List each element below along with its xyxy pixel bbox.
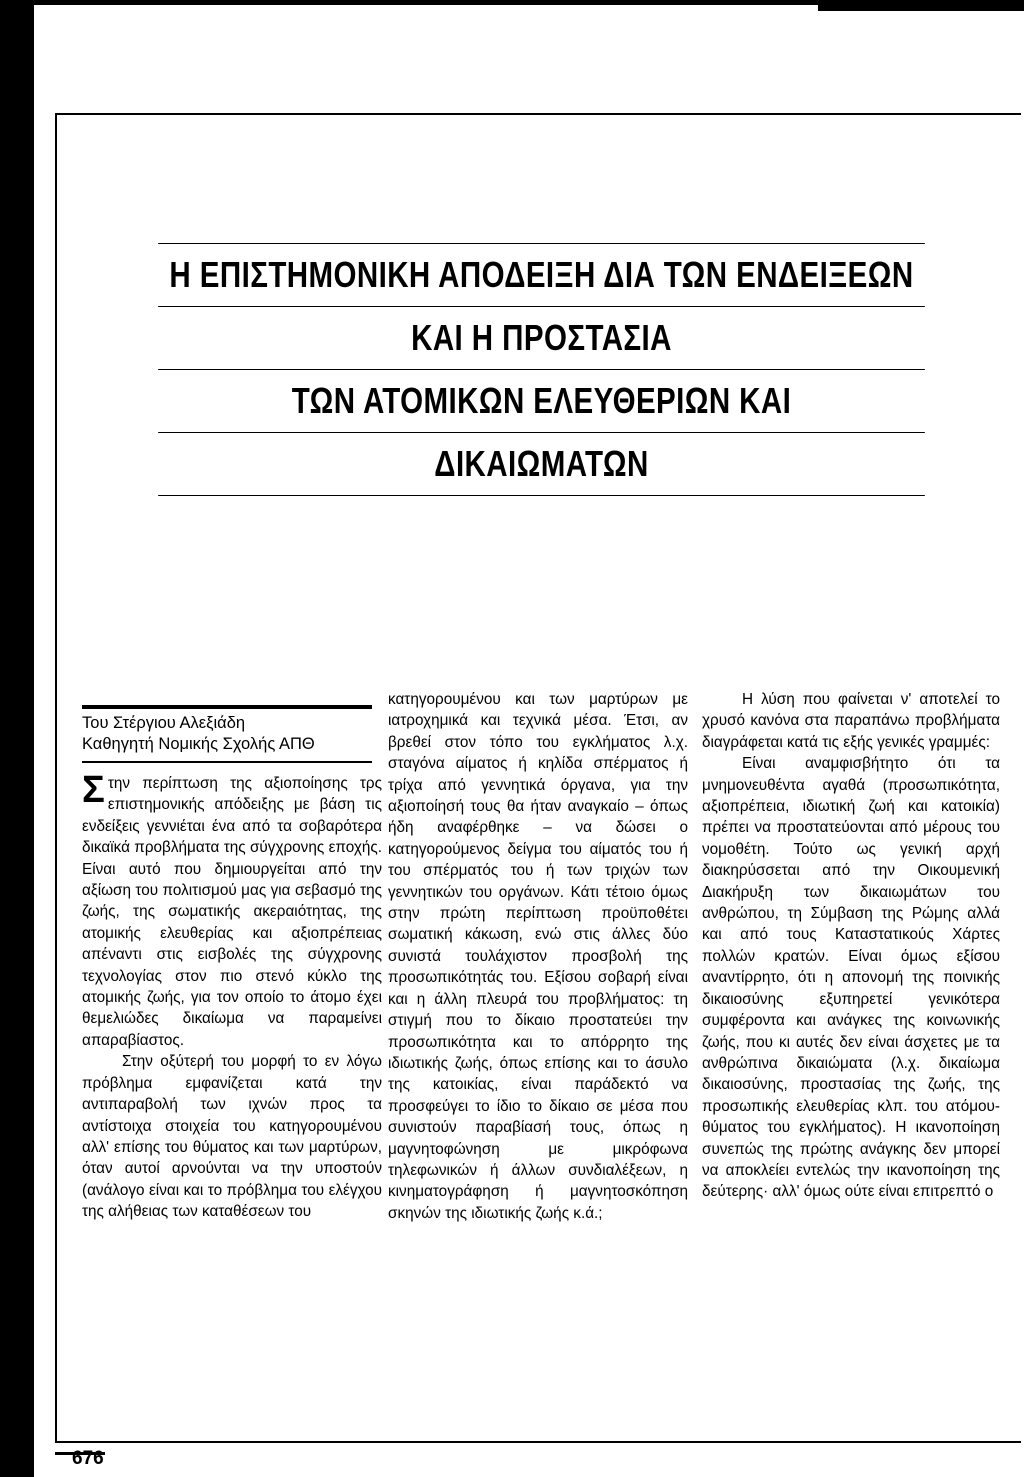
frame-bottom-rule bbox=[55, 1441, 1021, 1443]
article-title bbox=[74, 243, 1009, 496]
paragraph-3: κατηγορουμένου και των μαρτύρων με ιατροχημικά και τεχνικά μέσα. Έτσι, αν βρεθεί στον τόπο του εγκλήματος λ.χ. σταγόνα αίματος ή κηλίδα σπέρματος ή τρίχα από γεννητικά όργανα, για την αξιοποίησή τους θα ήταν αναγκαίο – όπως ήδη αναφέρθηκε – να δώσει ο κατηγορούμενος δείγμα του αίματός του ή του σπέρματός του ή των τριχών των γεννητικών του οργάνων. Κάτι τέτοιο όμως στην πρώτη περίπτωση προϋποθέτει σωματική κάκωση, ενώ στις άλλες δύο συνιστά τουλάχιστον προσβολή της προσωπικότητάς του. Εξίσου σοβαρή είναι και η άλλη πλευρά του προβλήματος: τη στιγμή που το δίκαιο προστατεύει την προσωπικότητα και το απόρρητο της ιδιωτικής ζωής, όπως επίσης και το άσυλο της κατοικίας, είναι παράδεκτό να προσφεύγει το ίδιο το δίκαιο σε μέσα που συνιστούν παραβίασή τους, όπως η μαγνητοφώνηση με μικρόφωνα τηλεφωνικών ή άλλων συνδιαλέξεων, η κινηματογράφηση ή μαγνητοσκόπηση σκηνών της ιδιωτικής ζωής κ.ά.; bbox=[388, 691, 688, 1222]
text-column-3 bbox=[702, 689, 1000, 1203]
author-rule-top bbox=[82, 705, 372, 709]
text-column-1 bbox=[82, 705, 382, 1223]
author-name: Του Στέργιου Αλεξιάδη bbox=[82, 714, 246, 732]
corner-notch bbox=[818, 5, 1024, 11]
title-line-3: ΤΩΝ ΑΤΟΜΙΚΩΝ ΕΛΕΥΘΕΡΙΩΝ ΚΑΙ bbox=[158, 370, 925, 433]
page-number: 676 bbox=[72, 1448, 104, 1469]
author-rule-bottom bbox=[82, 761, 372, 763]
drop-cap: Σ bbox=[82, 769, 105, 811]
text-column-2 bbox=[388, 689, 688, 1224]
paragraph-1 bbox=[82, 769, 382, 1051]
paragraph-4: Η λύση που φαίνεται ν' αποτελεί το χρυσό κανόνα στα παραπάνω προβλήματα διαγράφεται κατά τις εξής γενικές γραμμές: bbox=[702, 691, 1000, 751]
title-line-4: ΔΙΚΑΙΩΜΑΤΩΝ bbox=[158, 433, 925, 496]
paragraph-1-text: την περίπτωση της αξιοποίησης τρς επιστημονικής απόδειξης με βάση τις ενδείξεις γεννιέται ένα από τα σοβαρότερα δικαϊκά προβλήματα της σύγχρονης εποχής. Είναι αυτό που δημιουργείται από την αξίωση του πολιτισμού μας για σεβασμό της ζωής, της σωματικής ακεραιότητας, της ατομικής ελευθερίας και αξιοπρέπειας απέναντι στις εισβολές της σύγχρονης τεχνολογίας στον πιο στενό κύκλο της ατομικής ζωής, για τον οποίο το άτομο έχει θεμελιώδες δικαίωμα να παραμείνει απαραβίαστος. bbox=[82, 775, 382, 1049]
paragraph-2: Στην οξύτερή του μορφή το εν λόγω πρόβλημα εμφανίζεται κατά την αντιπαραβολή των ιχνών προς τα αντίστοιχα στοιχεία του κατηγορουμένου αλλ' επίσης του θύματος και των μαρτύρων, όταν αυτοί αρνούνται να την υποστούν (ανάλογο είναι και το πρόβλημα του ελέγχου της αλήθειας των καταθέσεων του bbox=[82, 1053, 382, 1221]
paragraph-5: Είναι αναμφισβήτητο ότι τα μνημονευθέντα αγαθά (προσωπικότητα, αξιοπρέπεια, ιδιωτική ζωή και κατοικία) πρέπει να προστατεύονται από μέρους του νομοθέτη. Τούτο ως γενική αρχή διακηρύσσεται από την Οικουμενική Διακήρυξη των δικαιωμάτων του ανθρώπου, τη Σύμβαση της Ρώμης αλλά και από τους Καταστατικούς Χάρτες πολλών κρατών. Είναι όμως εξίσου αναντίρρητο, ότι η απονομή της ποινικής δικαιοσύνης εξυπηρετεί γενικότερα συμφέροντα και ανάγκες της κοινωνικής ζωής, που κι αυτές δεν είναι άσχετες με τα ανθρώπινα δικαιώματα (λ.χ. δικαίωμα δικαιοσύνης, προστασίας της ζωής, της προσωπικής ελευθερίας κλπ. του ατόμου-θύματος του εγκλήματος). Η ικανοποίηση συνεπώς της πρώτης ανάγκης δεν μπορεί να αποκλείει εντελώς την ικανοποίηση της δεύτερης· αλλ' όμως ούτε είναι επιτρεπτό ο bbox=[702, 755, 1000, 1201]
frame-top-rule bbox=[55, 113, 1021, 115]
author-affiliation: Καθηγητή Νομικής Σχολής ΑΠΘ bbox=[82, 735, 315, 753]
title-line-2: ΚΑΙ Η ΠΡΟΣΤΑΣΙΑ bbox=[158, 307, 925, 370]
magazine-page bbox=[34, 5, 1024, 1477]
frame-left-rule bbox=[55, 115, 57, 1443]
title-line-1: Η ΕΠΙΣΤΗΜΟΝΙΚΗ ΑΠΟΔΕΙΞΗ ΔΙΑ ΤΩΝ ΕΝΔΕΙΞΕΩΝ bbox=[158, 243, 925, 307]
